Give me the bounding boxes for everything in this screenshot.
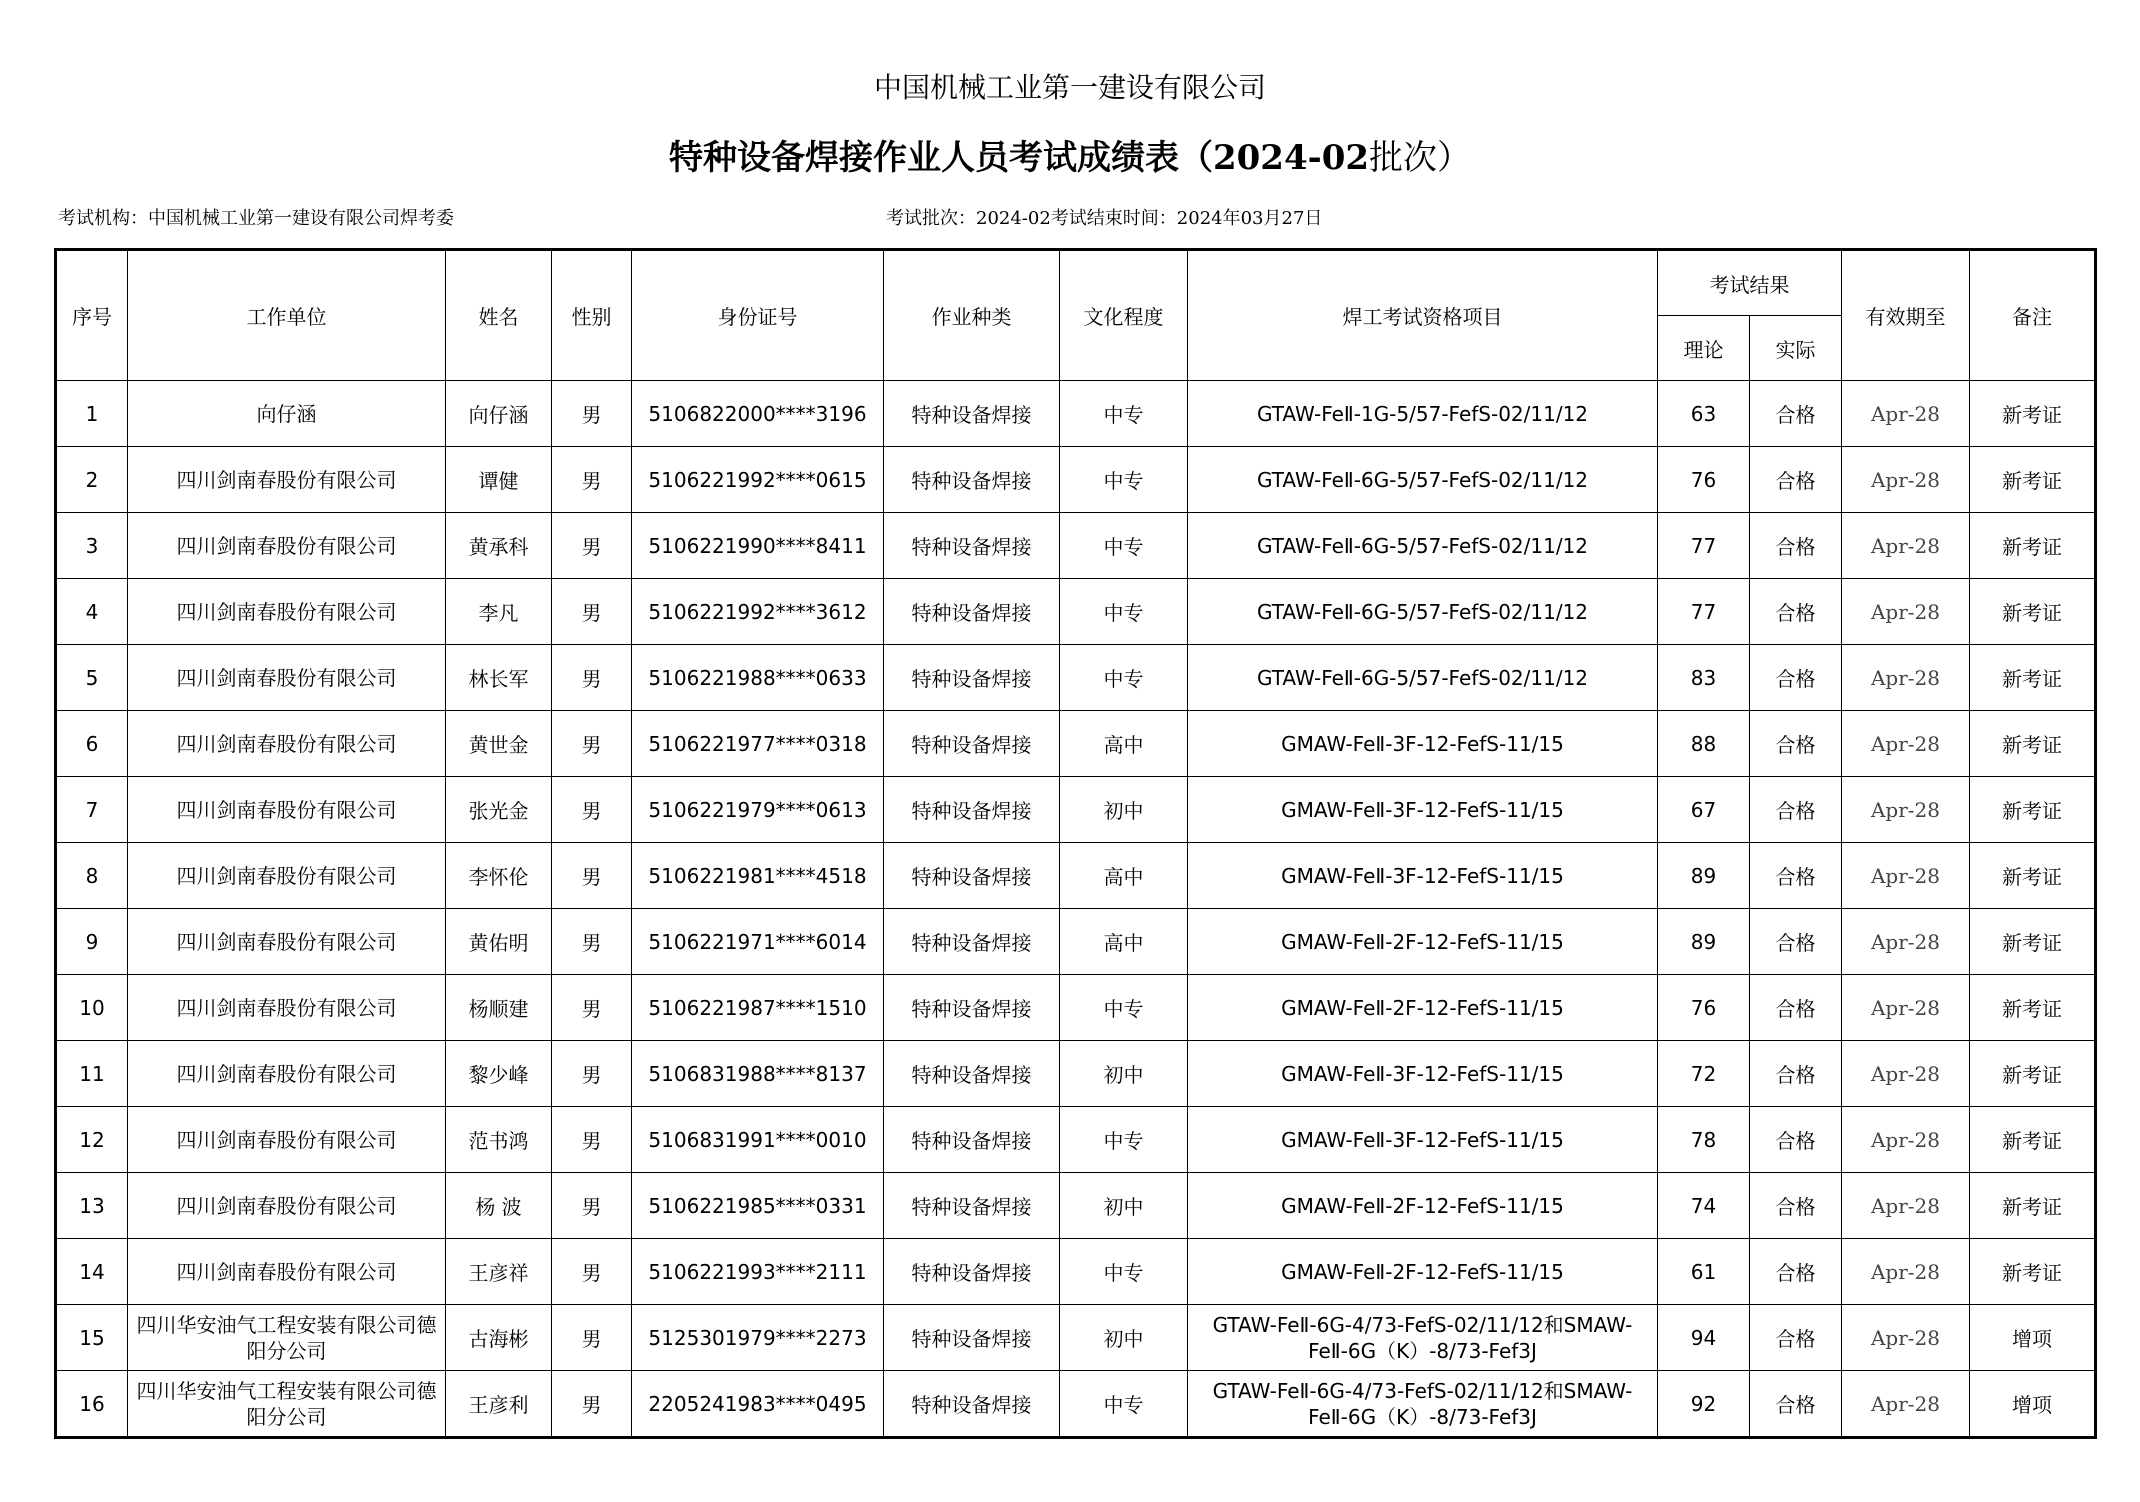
- table-row: [56, 1173, 2096, 1239]
- practice-cell: 合格: [1750, 1371, 1842, 1438]
- table-row: [56, 711, 2096, 777]
- table-row: [56, 1107, 2096, 1173]
- company-name: 中国机械工业第一建设有限公司: [873, 71, 1266, 104]
- col-header-edu: 文化程度: [1060, 250, 1188, 381]
- practice-cell: 合格: [1750, 909, 1842, 975]
- seq-cell: 1: [56, 381, 128, 447]
- practice-cell: 合格: [1750, 381, 1842, 447]
- unit-cell: 四川剑南春股份有限公司: [128, 645, 446, 711]
- name-cell: 李凡: [446, 579, 552, 645]
- practice-cell: 合格: [1750, 447, 1842, 513]
- gender-cell: 男: [552, 1041, 632, 1107]
- gender-cell: 男: [552, 447, 632, 513]
- col-header-project: 焊工考试资格项目: [1188, 250, 1658, 381]
- table-row: [56, 1239, 2096, 1305]
- col-header-name: 姓名: [446, 250, 552, 381]
- valid-cell: Apr-28: [1842, 777, 1970, 843]
- unit-cell: 四川剑南春股份有限公司: [128, 1173, 446, 1239]
- theory-cell: 78: [1658, 1107, 1750, 1173]
- job-cell: 特种设备焊接: [884, 1371, 1060, 1438]
- unit-cell: 四川剑南春股份有限公司: [128, 513, 446, 579]
- edu-cell: 高中: [1060, 909, 1188, 975]
- id-cell: 5106221992****3612: [632, 579, 884, 645]
- practice-cell: 合格: [1750, 777, 1842, 843]
- col-header-unit: 工作单位: [128, 250, 446, 381]
- practice-cell: 合格: [1750, 1107, 1842, 1173]
- job-cell: 特种设备焊接: [884, 381, 1060, 447]
- edu-cell: 高中: [1060, 711, 1188, 777]
- valid-cell: Apr-28: [1842, 711, 1970, 777]
- unit-cell: 四川剑南春股份有限公司: [128, 1239, 446, 1305]
- job-cell: 特种设备焊接: [884, 975, 1060, 1041]
- seq-cell: 7: [56, 777, 128, 843]
- id-cell: 5106221985****0331: [632, 1173, 884, 1239]
- title-main: 特种设备焊接作业人员考试成绩表（2024-02: [668, 138, 1370, 178]
- gender-cell: 男: [552, 843, 632, 909]
- id-cell: 5106221979****0613: [632, 777, 884, 843]
- gender-cell: 男: [552, 1305, 632, 1371]
- remark-cell: 新考证: [1970, 777, 2096, 843]
- gender-cell: 男: [552, 513, 632, 579]
- edu-cell: 中专: [1060, 579, 1188, 645]
- project-cell: GTAW-FeⅡ-6G-5/57-FefS-02/11/12: [1188, 645, 1658, 711]
- seq-cell: 10: [56, 975, 128, 1041]
- remark-cell: 新考证: [1970, 513, 2096, 579]
- col-header-id: 身份证号: [632, 250, 884, 381]
- project-cell: GMAW-FeⅡ-3F-12-FefS-11/15: [1188, 843, 1658, 909]
- table-row: [56, 1305, 2096, 1371]
- id-cell: 5106221993****2111: [632, 1239, 884, 1305]
- theory-cell: 61: [1658, 1239, 1750, 1305]
- id-cell: 5106221988****0633: [632, 645, 884, 711]
- table-row: [56, 447, 2096, 513]
- table-row: [56, 909, 2096, 975]
- gender-cell: 男: [552, 381, 632, 447]
- gender-cell: 男: [552, 909, 632, 975]
- job-cell: 特种设备焊接: [884, 909, 1060, 975]
- job-cell: 特种设备焊接: [884, 777, 1060, 843]
- job-cell: 特种设备焊接: [884, 1239, 1060, 1305]
- theory-cell: 76: [1658, 975, 1750, 1041]
- name-cell: 王彦祥: [446, 1239, 552, 1305]
- seq-cell: 3: [56, 513, 128, 579]
- seq-cell: 6: [56, 711, 128, 777]
- unit-cell: 四川华安油气工程安装有限公司德阳分公司: [128, 1305, 446, 1371]
- results-table: [54, 248, 2097, 1439]
- name-cell: 范书鸿: [446, 1107, 552, 1173]
- edu-cell: 中专: [1060, 645, 1188, 711]
- seq-cell: 13: [56, 1173, 128, 1239]
- project-cell: GMAW-FeⅡ-2F-12-FefS-11/15: [1188, 1239, 1658, 1305]
- job-cell: 特种设备焊接: [884, 579, 1060, 645]
- edu-cell: 中专: [1060, 1239, 1188, 1305]
- project-cell: GMAW-FeⅡ-3F-12-FefS-11/15: [1188, 1041, 1658, 1107]
- valid-cell: Apr-28: [1842, 975, 1970, 1041]
- id-cell: 5106221981****4518: [632, 843, 884, 909]
- valid-cell: Apr-28: [1842, 447, 1970, 513]
- gender-cell: 男: [552, 975, 632, 1041]
- theory-cell: 77: [1658, 579, 1750, 645]
- name-cell: 张光金: [446, 777, 552, 843]
- name-cell: 黄世金: [446, 711, 552, 777]
- unit-cell: 四川剑南春股份有限公司: [128, 1041, 446, 1107]
- col-header-practice: 实际: [1750, 316, 1842, 381]
- project-cell: GMAW-FeⅡ-2F-12-FefS-11/15: [1188, 909, 1658, 975]
- remark-cell: 新考证: [1970, 975, 2096, 1041]
- unit-cell: 向仔涵: [128, 381, 446, 447]
- seq-cell: 12: [56, 1107, 128, 1173]
- project-cell: GTAW-FeⅡ-6G-5/57-FefS-02/11/12: [1188, 513, 1658, 579]
- practice-cell: 合格: [1750, 1305, 1842, 1371]
- page-title: [0, 130, 2140, 179]
- table-row: [56, 843, 2096, 909]
- unit-cell: 四川剑南春股份有限公司: [128, 777, 446, 843]
- id-cell: 5106221971****6014: [632, 909, 884, 975]
- gender-cell: 男: [552, 579, 632, 645]
- unit-cell: 四川剑南春股份有限公司: [128, 1107, 446, 1173]
- valid-cell: Apr-28: [1842, 1371, 1970, 1438]
- gender-cell: 男: [552, 1173, 632, 1239]
- project-cell: GMAW-FeⅡ-2F-12-FefS-11/15: [1188, 1173, 1658, 1239]
- remark-cell: 新考证: [1970, 711, 2096, 777]
- project-cell: GTAW-FeⅡ-6G-5/57-FefS-02/11/12: [1188, 579, 1658, 645]
- edu-cell: 初中: [1060, 1173, 1188, 1239]
- id-cell: 5106221987****1510: [632, 975, 884, 1041]
- table-row: [56, 777, 2096, 843]
- job-cell: 特种设备焊接: [884, 1041, 1060, 1107]
- valid-cell: Apr-28: [1842, 1173, 1970, 1239]
- theory-cell: 72: [1658, 1041, 1750, 1107]
- seq-cell: 5: [56, 645, 128, 711]
- remark-cell: 新考证: [1970, 1041, 2096, 1107]
- col-header-valid: 有效期至: [1842, 250, 1970, 381]
- table-body: [56, 381, 2096, 1438]
- edu-cell: 初中: [1060, 1041, 1188, 1107]
- valid-cell: Apr-28: [1842, 513, 1970, 579]
- id-cell: 5106831988****8137: [632, 1041, 884, 1107]
- col-header-result: 考试结果: [1658, 250, 1842, 316]
- name-cell: 向仔涵: [446, 381, 552, 447]
- name-cell: 林长军: [446, 645, 552, 711]
- practice-cell: 合格: [1750, 1041, 1842, 1107]
- name-cell: 古海彬: [446, 1305, 552, 1371]
- project-cell: GTAW-FeⅡ-1G-5/57-FefS-02/11/12: [1188, 381, 1658, 447]
- id-cell: 2205241983****0495: [632, 1371, 884, 1438]
- name-cell: 杨顺建: [446, 975, 552, 1041]
- exam-organization: 考试机构：中国机械工业第一建设有限公司焊考委: [58, 208, 454, 229]
- edu-cell: 中专: [1060, 513, 1188, 579]
- name-cell: 杨 波: [446, 1173, 552, 1239]
- job-cell: 特种设备焊接: [884, 711, 1060, 777]
- gender-cell: 男: [552, 1371, 632, 1438]
- valid-cell: Apr-28: [1842, 1305, 1970, 1371]
- project-cell: GMAW-FeⅡ-3F-12-FefS-11/15: [1188, 711, 1658, 777]
- title-tail: 批次）: [1369, 138, 1472, 178]
- remark-cell: 新考证: [1970, 447, 2096, 513]
- practice-cell: 合格: [1750, 843, 1842, 909]
- remark-cell: 新考证: [1970, 1107, 2096, 1173]
- table-row: [56, 645, 2096, 711]
- gender-cell: 男: [552, 711, 632, 777]
- seq-cell: 2: [56, 447, 128, 513]
- valid-cell: Apr-28: [1842, 909, 1970, 975]
- edu-cell: 初中: [1060, 1305, 1188, 1371]
- remark-cell: 新考证: [1970, 1173, 2096, 1239]
- practice-cell: 合格: [1750, 711, 1842, 777]
- practice-cell: 合格: [1750, 579, 1842, 645]
- gender-cell: 男: [552, 645, 632, 711]
- gender-cell: 男: [552, 1239, 632, 1305]
- theory-cell: 63: [1658, 381, 1750, 447]
- remark-cell: 新考证: [1970, 381, 2096, 447]
- practice-cell: 合格: [1750, 975, 1842, 1041]
- name-cell: 黎少峰: [446, 1041, 552, 1107]
- project-cell: GTAW-FeⅡ-6G-5/57-FefS-02/11/12: [1188, 447, 1658, 513]
- table-row: [56, 513, 2096, 579]
- name-cell: 黄承科: [446, 513, 552, 579]
- job-cell: 特种设备焊接: [884, 1107, 1060, 1173]
- gender-cell: 男: [552, 1107, 632, 1173]
- unit-cell: 四川剑南春股份有限公司: [128, 843, 446, 909]
- seq-cell: 4: [56, 579, 128, 645]
- theory-cell: 67: [1658, 777, 1750, 843]
- seq-cell: 9: [56, 909, 128, 975]
- theory-cell: 88: [1658, 711, 1750, 777]
- remark-cell: 增项: [1970, 1371, 2096, 1438]
- practice-cell: 合格: [1750, 513, 1842, 579]
- id-cell: 5125301979****2273: [632, 1305, 884, 1371]
- edu-cell: 中专: [1060, 447, 1188, 513]
- id-cell: 5106221992****0615: [632, 447, 884, 513]
- remark-cell: 新考证: [1970, 645, 2096, 711]
- practice-cell: 合格: [1750, 645, 1842, 711]
- table-row: [56, 381, 2096, 447]
- name-cell: 谭健: [446, 447, 552, 513]
- remark-cell: 增项: [1970, 1305, 2096, 1371]
- job-cell: 特种设备焊接: [884, 1305, 1060, 1371]
- edu-cell: 中专: [1060, 975, 1188, 1041]
- project-cell: GTAW-FeⅡ-6G-4/73-FefS-02/11/12和SMAW-FeⅡ-6G（K）-8/73-Fef3J: [1188, 1305, 1658, 1371]
- col-header-gender: 性别: [552, 250, 632, 381]
- name-cell: 李怀伦: [446, 843, 552, 909]
- col-header-theory: 理论: [1658, 316, 1750, 381]
- job-cell: 特种设备焊接: [884, 1173, 1060, 1239]
- theory-cell: 77: [1658, 513, 1750, 579]
- theory-cell: 76: [1658, 447, 1750, 513]
- valid-cell: Apr-28: [1842, 1041, 1970, 1107]
- unit-cell: 四川剑南春股份有限公司: [128, 975, 446, 1041]
- remark-cell: 新考证: [1970, 1239, 2096, 1305]
- edu-cell: 高中: [1060, 843, 1188, 909]
- id-cell: 5106221977****0318: [632, 711, 884, 777]
- seq-cell: 11: [56, 1041, 128, 1107]
- seq-cell: 16: [56, 1371, 128, 1438]
- project-cell: GTAW-FeⅡ-6G-4/73-FefS-02/11/12和SMAW-FeⅡ-6G（K）-8/73-Fef3J: [1188, 1371, 1658, 1438]
- remark-cell: 新考证: [1970, 843, 2096, 909]
- project-cell: GMAW-FeⅡ-3F-12-FefS-11/15: [1188, 777, 1658, 843]
- valid-cell: Apr-28: [1842, 381, 1970, 447]
- table-row: [56, 579, 2096, 645]
- theory-cell: 74: [1658, 1173, 1750, 1239]
- valid-cell: Apr-28: [1842, 1107, 1970, 1173]
- valid-cell: Apr-28: [1842, 843, 1970, 909]
- id-cell: 5106221990****8411: [632, 513, 884, 579]
- unit-cell: 四川剑南春股份有限公司: [128, 909, 446, 975]
- unit-cell: 四川剑南春股份有限公司: [128, 447, 446, 513]
- col-header-remark: 备注: [1970, 250, 2096, 381]
- id-cell: 5106831991****0010: [632, 1107, 884, 1173]
- theory-cell: 89: [1658, 843, 1750, 909]
- theory-cell: 92: [1658, 1371, 1750, 1438]
- job-cell: 特种设备焊接: [884, 447, 1060, 513]
- name-cell: 王彦利: [446, 1371, 552, 1438]
- exam-batch-info: 考试批次：2024-02考试结束时间：2024年03月27日: [886, 208, 1323, 229]
- table-row: [56, 975, 2096, 1041]
- unit-cell: 四川剑南春股份有限公司: [128, 711, 446, 777]
- job-cell: 特种设备焊接: [884, 645, 1060, 711]
- edu-cell: 中专: [1060, 381, 1188, 447]
- seq-cell: 8: [56, 843, 128, 909]
- remark-cell: 新考证: [1970, 909, 2096, 975]
- theory-cell: 94: [1658, 1305, 1750, 1371]
- seq-cell: 14: [56, 1239, 128, 1305]
- unit-cell: 四川华安油气工程安装有限公司德阳分公司: [128, 1371, 446, 1438]
- col-header-job: 作业种类: [884, 250, 1060, 381]
- id-cell: 5106822000****3196: [632, 381, 884, 447]
- valid-cell: Apr-28: [1842, 1239, 1970, 1305]
- edu-cell: 中专: [1060, 1107, 1188, 1173]
- theory-cell: 89: [1658, 909, 1750, 975]
- theory-cell: 83: [1658, 645, 1750, 711]
- name-cell: 黄佑明: [446, 909, 552, 975]
- col-header-seq: 序号: [56, 250, 128, 381]
- edu-cell: 中专: [1060, 1371, 1188, 1438]
- edu-cell: 初中: [1060, 777, 1188, 843]
- practice-cell: 合格: [1750, 1239, 1842, 1305]
- table-row: [56, 1371, 2096, 1438]
- valid-cell: Apr-28: [1842, 645, 1970, 711]
- remark-cell: 新考证: [1970, 579, 2096, 645]
- project-cell: GMAW-FeⅡ-3F-12-FefS-11/15: [1188, 1107, 1658, 1173]
- unit-cell: 四川剑南春股份有限公司: [128, 579, 446, 645]
- job-cell: 特种设备焊接: [884, 513, 1060, 579]
- table-row: [56, 1041, 2096, 1107]
- seq-cell: 15: [56, 1305, 128, 1371]
- project-cell: GMAW-FeⅡ-2F-12-FefS-11/15: [1188, 975, 1658, 1041]
- gender-cell: 男: [552, 777, 632, 843]
- practice-cell: 合格: [1750, 1173, 1842, 1239]
- job-cell: 特种设备焊接: [884, 843, 1060, 909]
- valid-cell: Apr-28: [1842, 579, 1970, 645]
